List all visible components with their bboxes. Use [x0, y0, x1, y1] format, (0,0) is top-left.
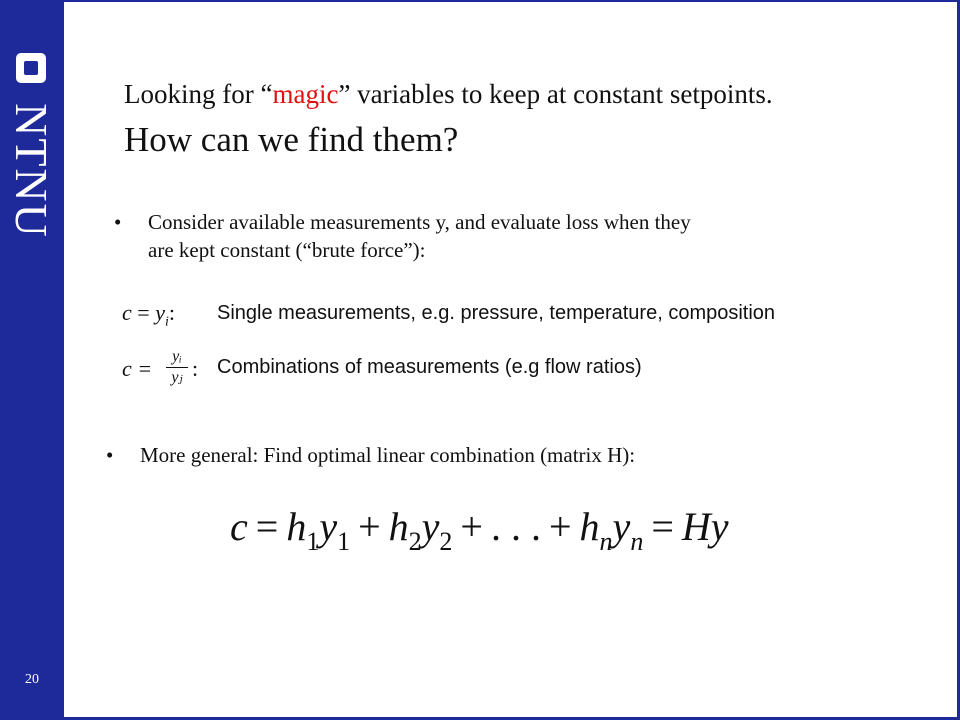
slide-subtitle: How can we find them? [124, 120, 459, 159]
title-highlight: magic [272, 79, 339, 109]
bullet-dot: • [106, 443, 114, 467]
combination-fraction [166, 348, 188, 387]
page-number: 20 [25, 672, 39, 687]
sidebar [0, 0, 64, 720]
single-equation: $c = y_i$: [122, 300, 175, 330]
bullet-general [106, 441, 866, 471]
combination-colon: : [192, 356, 199, 381]
linear-combination-formula: $c = h_1y_1 + h_2y_2$ + . . . + $h_ny_n = Hy$ [230, 504, 729, 556]
fraction-bar [166, 367, 188, 368]
ntnu-logo-icon [16, 53, 46, 83]
title-prefix: Looking for “ [124, 79, 273, 109]
bullet-brute-force [114, 208, 874, 268]
slide-title [124, 78, 773, 110]
bullet-dot: • [114, 210, 122, 234]
bullet-text-line2: are kept constant (“brute force”): [148, 238, 426, 262]
combination-lhs: c = [122, 356, 153, 381]
bullet-text: More general: Find optimal linear combination (matrix H): [140, 443, 636, 467]
ntnu-logo [6, 96, 58, 246]
frame-top-border [64, 0, 960, 2]
logo-text: NTNU [6, 103, 58, 239]
title-suffix: ” variables to keep at constant setpoints. [338, 79, 773, 109]
single-measurement-option [122, 300, 776, 336]
combination-description: Combinations of measurements (e.g flow ratios) [217, 356, 642, 378]
bullet-text-line1: Consider available measurements y, and evaluate loss when they [148, 210, 691, 234]
fraction-denominator: yⱼ [171, 369, 183, 386]
fraction-numerator: yᵢ [172, 348, 182, 365]
single-description: Single measurements, e.g. pressure, temperature, composition [217, 302, 776, 324]
